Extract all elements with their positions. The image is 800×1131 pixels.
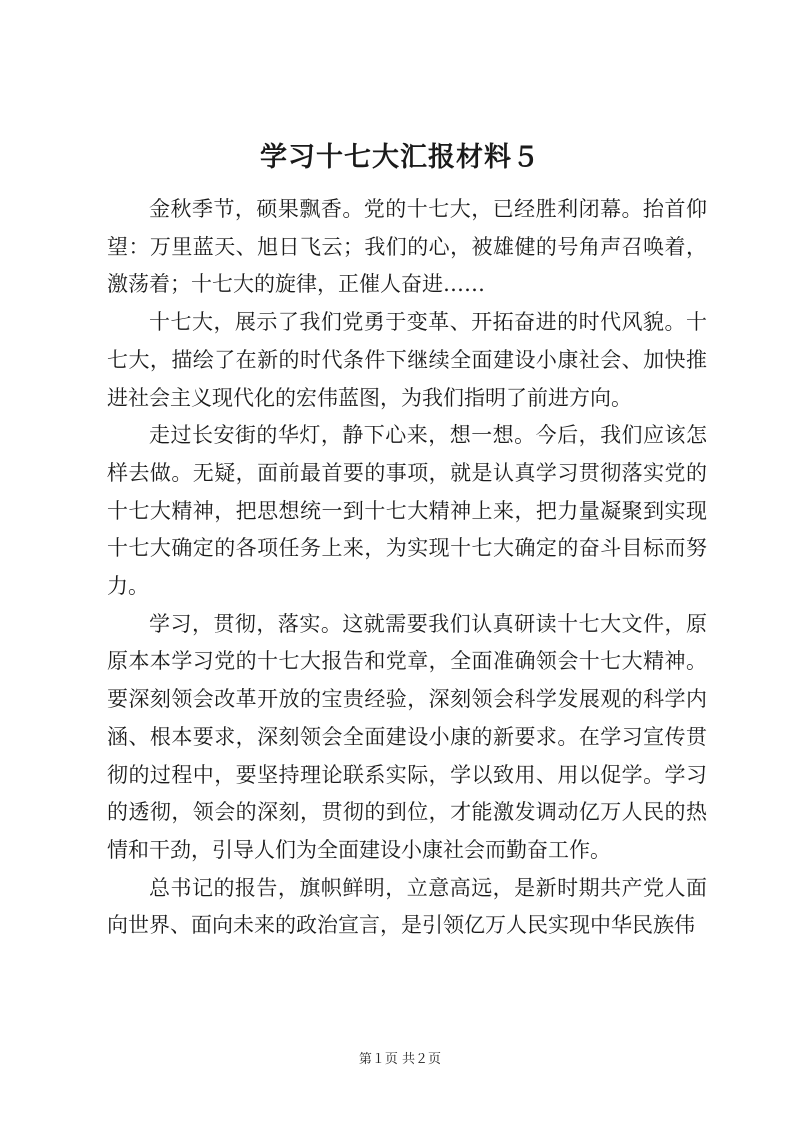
paragraph: 十七大，展示了我们党勇于变革、开拓奋进的时代风貌。十七大，描绘了在新的时代条件下继续全面建设小康社会、加快推进社会主义现代化的宏伟蓝图，为我们指明了前进方向。 bbox=[107, 310, 707, 410]
page-footer: 第１页 共２页 bbox=[358, 1052, 442, 1067]
paragraph: 学习，贯彻，落实。这就需要我们认真研读十七大文件，原原本本学习党的十七大报告和党章，全面准确领会十七大精神。要深刻领会改革开放的宝贵经验，深刻领会科学发展观的科学内涵、根本要求，深刻领会全面建设小康的新要求。在学习宣传贯彻的过程中，要坚持理论联系实际，学以致用、用以促学。学习的透彻，领会的深刻，贯彻的到位，才能激发调动亿万人民的热情和干劲，引导人们为全面建设小康社会而勤奋工作。 bbox=[107, 611, 707, 862]
paragraph: 金秋季节，硕果飘香。党的十七大，已经胜利闭幕。抬首仰望：万里蓝天、旭日飞云；我们的心，被雄健的号角声召唤着，激荡着；十七大的旋律，正催人奋进…… bbox=[107, 197, 707, 297]
paragraph: 走过长安街的华灯，静下心来，想一想。今后，我们应该怎样去做。无疑，面前最首要的事项，就是认真学习贯彻落实党的十七大精神，把思想统一到十七大精神上来，把力量凝聚到实现十七大确定的各项任务上来，为实现十七大确定的奋斗目标而努力。 bbox=[107, 423, 707, 599]
document-title: 学习十七大汇报材料５ bbox=[260, 142, 540, 173]
paragraph: 总书记的报告，旗帜鲜明，立意高远，是新时期共产党人面向世界、面向未来的政治宣言，是引领亿万人民实现中华民族伟 bbox=[107, 875, 707, 938]
document-body bbox=[107, 191, 707, 945]
